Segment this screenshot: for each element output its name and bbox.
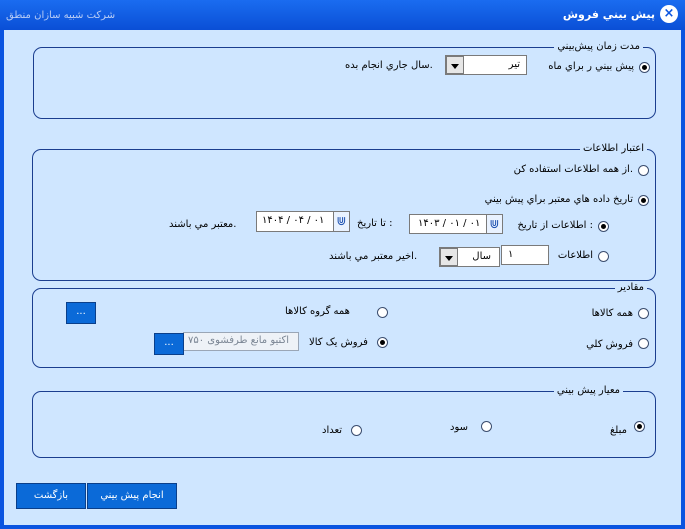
count-label: تعداد: [322, 425, 343, 436]
amount-label: مبلغ: [609, 425, 627, 436]
chevron-down-icon: [451, 64, 459, 69]
total-sales-label: فروش كلي: [586, 339, 633, 350]
unit-select-value: سال: [472, 251, 491, 262]
run-forecast-button[interactable]: انجام پيش بيني: [87, 483, 177, 509]
to-date-field[interactable]: [256, 211, 350, 232]
from-date-label: اطلاعات از تاريخ :: [517, 220, 593, 231]
single-good-field[interactable]: [183, 332, 299, 351]
period-group-title: مدت زمان پيش‌بيني: [554, 41, 643, 53]
window-title: پيش بيني فروش: [562, 8, 655, 21]
month-select-value: تير: [508, 59, 520, 70]
last-period-radio[interactable]: [598, 251, 609, 262]
total-sales-radio[interactable]: [638, 338, 649, 349]
all-groups-label: همه گروه كالاها: [285, 306, 350, 317]
browse-groups-button[interactable]: ...: [66, 302, 96, 324]
single-good-label: فروش يک كالا: [309, 337, 368, 348]
dialog-body: [4, 30, 681, 525]
back-button[interactable]: بازگشت: [16, 483, 86, 509]
last-period-label: اطلاعات: [557, 250, 593, 261]
date-range-label: تاريخ داده هاي معتبر براي پيش بيني: [484, 194, 633, 205]
amount-radio[interactable]: [634, 421, 645, 432]
count-radio[interactable]: [351, 425, 362, 436]
from-date-field[interactable]: [409, 214, 503, 234]
to-date-label: تا تاريخ :: [357, 218, 393, 229]
from-date-value: ۱۴۰۳ / ۰۱ / ۰۱: [418, 218, 481, 229]
unit-dropdown-button[interactable]: [440, 248, 458, 266]
criteria-group: [32, 385, 656, 458]
calendar-icon[interactable]: ⋓: [333, 212, 349, 231]
all-goods-radio[interactable]: [638, 308, 649, 319]
criteria-group-title: معيار پيش بيني: [554, 385, 623, 397]
profit-label: سود: [450, 422, 468, 433]
unit-select[interactable]: [439, 247, 500, 267]
amounts-group-title: مقادير: [615, 282, 647, 294]
month-dropdown-button[interactable]: [446, 56, 464, 74]
close-icon[interactable]: ×: [660, 5, 678, 23]
period-option-label: پيش بيني ر براي ماه: [548, 61, 634, 72]
last-count-field[interactable]: [501, 245, 549, 265]
last-suffix: اخير معتبر مي باشند.: [329, 251, 418, 262]
all-goods-label: همه كالاها: [591, 308, 633, 319]
all-data-radio[interactable]: [638, 165, 649, 176]
month-select[interactable]: [445, 55, 527, 75]
single-good-radio[interactable]: [377, 337, 388, 348]
single-good-value: اكتيو مانع طرفشوی ۷۵۰: [188, 335, 290, 346]
title-bar: [0, 0, 685, 30]
company-name: شركت شبيه سازان منطق: [6, 10, 116, 21]
browse-goods-button[interactable]: ...: [154, 333, 184, 355]
valid-suffix: معتبر مي باشند.: [169, 219, 237, 230]
period-radio[interactable]: [639, 62, 650, 73]
calendar-icon[interactable]: ⋓: [486, 215, 502, 233]
date-range-radio[interactable]: [638, 195, 649, 206]
last-count-value: ۱: [508, 249, 514, 260]
all-groups-radio[interactable]: [377, 307, 388, 318]
chevron-down-icon: [445, 256, 453, 261]
validity-group: [32, 143, 656, 281]
validity-group-title: اعتبار اطلاعات: [580, 143, 647, 155]
period-group: [33, 41, 656, 119]
to-date-value: ۱۴۰۴ / ۰۴ / ۰۱: [262, 215, 325, 226]
profit-radio[interactable]: [481, 421, 492, 432]
period-suffix: سال جاري انجام بده.: [345, 60, 433, 71]
all-data-label: از همه اطلاعات استفاده كن.: [513, 164, 633, 175]
amounts-group: [32, 282, 656, 368]
from-date-radio[interactable]: [598, 221, 609, 232]
